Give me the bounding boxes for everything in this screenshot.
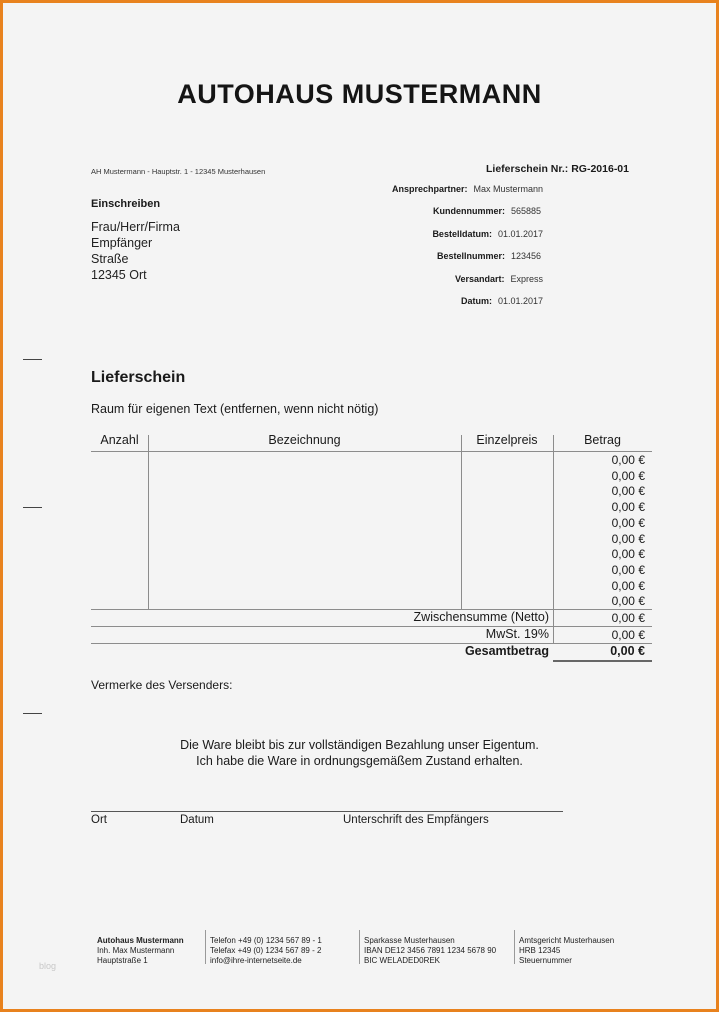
footer-registry (519, 936, 614, 966)
footer-tax: Steuernummer (519, 956, 572, 965)
table-row-amount: 0,00 € (611, 532, 645, 546)
footer-street: Hauptstraße 1 (97, 956, 148, 965)
info-row-kundennummer (303, 206, 543, 216)
table-row-amount: 0,00 € (611, 500, 645, 514)
table-row-amount: 0,00 € (611, 453, 645, 467)
footer-bic: BIC WELADED0REK (364, 956, 441, 965)
recipient-line: Empfänger (91, 236, 153, 250)
recipient-line: Frau/Herr/Firma (91, 220, 180, 234)
signature-ort-label: Ort (91, 814, 107, 826)
vat-value: 0,00 € (611, 628, 645, 642)
footer-contact (210, 936, 322, 966)
info-label: Kundennummer: (433, 206, 505, 216)
footer-divider (205, 930, 206, 964)
signature-unterschrift-label: Unterschrift des Empfängers (343, 814, 489, 826)
footer-divider (359, 930, 360, 964)
sender-line: AH Mustermann - Hauptstr. 1 - 12345 Musterhausen (91, 167, 266, 176)
table-header-rule (91, 451, 652, 452)
table-row-amount: 0,00 € (611, 563, 645, 577)
lieferschein-number: Lieferschein Nr.: RG-2016-01 (486, 163, 629, 175)
footer-iban: IBAN DE12 3456 7891 1234 5678 90 (364, 946, 497, 955)
column-divider (148, 435, 149, 609)
watermark: blog (39, 961, 57, 971)
info-row-bestelldatum (303, 229, 543, 239)
sender-remarks-label: Vermerke des Versenders: (91, 678, 233, 692)
fold-mark (23, 713, 42, 714)
free-text: Raum für eigenen Text (entfernen, wenn nicht nötig) (91, 402, 379, 416)
info-value: 565885 (511, 206, 542, 216)
footer-hrb: HRB 12345 (519, 946, 561, 955)
info-label: Datum: (460, 296, 492, 306)
company-title: AUTOHAUS MUSTERMANN (177, 79, 542, 109)
table-row-amount: 0,00 € (611, 594, 645, 608)
table-row-amount: 0,00 € (611, 484, 645, 498)
footer-email: info@ihre-internetseite.de (210, 956, 302, 965)
vat-label: MwSt. 19% (485, 627, 549, 641)
subtotal-value: 0,00 € (611, 611, 645, 625)
receipt-confirmation: Ich habe die Ware in ordnungsgemäßem Zustand erhalten. (196, 754, 523, 768)
info-row-ansprechpartner (303, 184, 543, 194)
footer-company (97, 936, 184, 966)
info-row-datum (303, 296, 543, 306)
fold-mark (23, 359, 42, 360)
retention-notice: Die Ware bleibt bis zur vollständigen Bezahlung unser Eigentum. (180, 738, 539, 752)
document-heading: Lieferschein (91, 369, 186, 386)
footer-bank-name: Sparkasse Musterhausen (364, 936, 455, 945)
info-label: Bestelldatum: (432, 229, 492, 239)
info-value: Max Mustermann (473, 184, 543, 194)
column-header-betrag: Betrag (584, 433, 621, 447)
info-label: Bestellnummer: (436, 251, 505, 261)
signature-line (91, 811, 563, 812)
info-value: 01.01.2017 (497, 296, 543, 306)
table-row-amount: 0,00 € (611, 579, 645, 593)
info-value: Express (510, 274, 543, 284)
column-divider (461, 435, 462, 609)
info-label: Versandart: (454, 274, 505, 284)
recipient-line: Straße (91, 252, 129, 266)
table-row-amount: 0,00 € (611, 547, 645, 561)
info-row-versandart (303, 274, 543, 284)
column-header-bezeichnung: Bezeichnung (268, 433, 341, 447)
footer-phone: Telefon +49 (0) 1234 567 89 - 1 (210, 936, 322, 945)
table-row-amount: 0,00 € (611, 516, 645, 530)
footer-owner: Inh. Max Mustermann (97, 946, 175, 955)
column-header-anzahl: Anzahl (100, 433, 139, 447)
total-underline (553, 660, 652, 662)
column-header-einzelpreis: Einzelpreis (476, 433, 538, 447)
info-row-bestellnummer (303, 251, 543, 261)
footer-company-name: Autohaus Mustermann (97, 936, 184, 945)
signature-datum-label: Datum (180, 814, 214, 826)
table-row-amount: 0,00 € (611, 469, 645, 483)
footer-court: Amtsgericht Musterhausen (519, 936, 615, 945)
info-value: 123456 (511, 251, 542, 261)
fold-mark (23, 507, 42, 508)
info-label: Ansprechpartner: (391, 184, 468, 194)
footer-bank (364, 936, 496, 966)
footer-fax: Telefax +49 (0) 1234 567 89 - 2 (210, 946, 322, 955)
footer-divider (514, 930, 515, 964)
total-value: 0,00 € (610, 644, 645, 658)
recipient-line: 12345 Ort (91, 268, 147, 282)
total-label: Gesamtbetrag (464, 644, 549, 658)
einschreiben-label: Einschreiben (91, 198, 161, 210)
info-value: 01.01.2017 (497, 229, 543, 239)
subtotal-label: Zwischensumme (Netto) (413, 610, 549, 624)
